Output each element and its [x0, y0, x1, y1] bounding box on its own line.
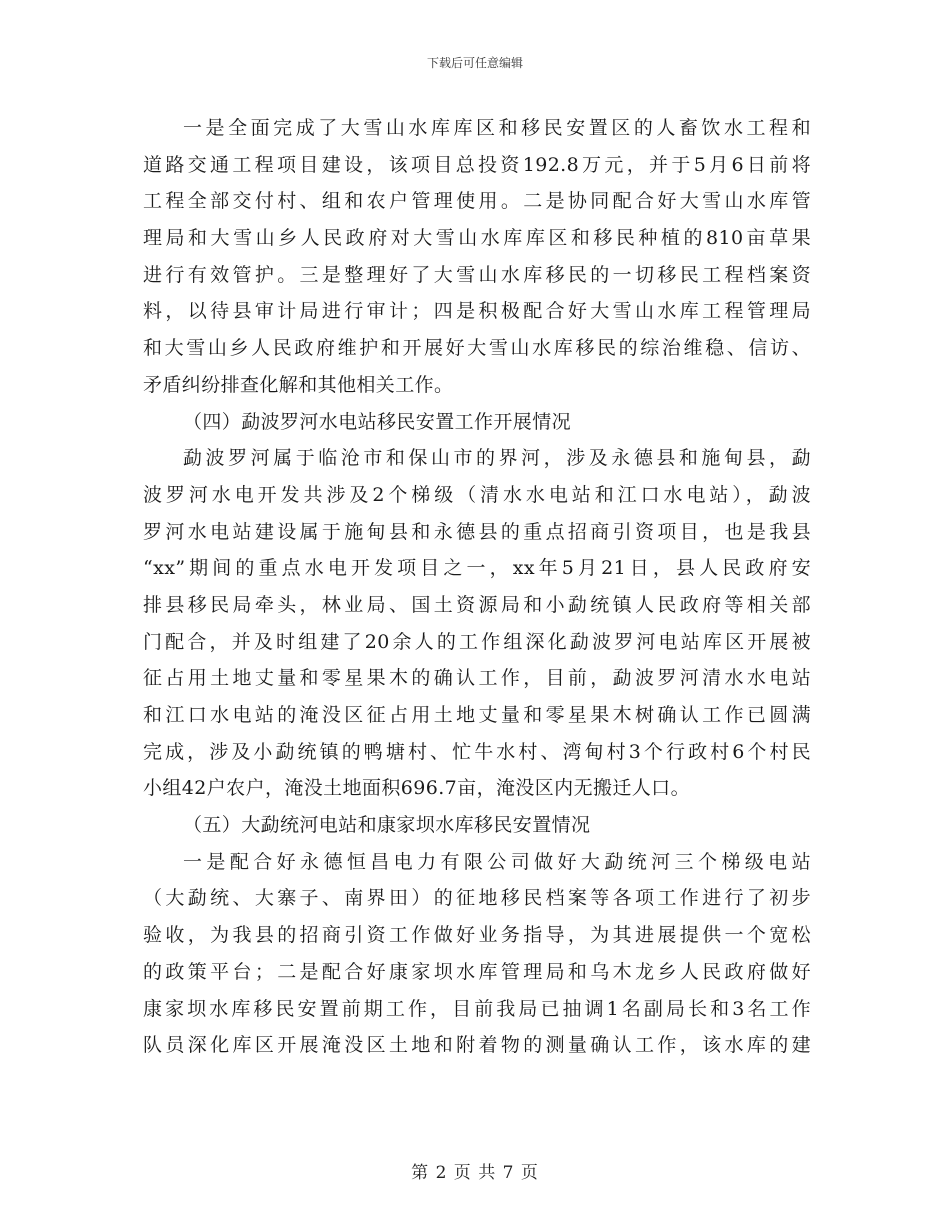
- text-line: 罗河水电站建设属于施甸县和永德县的重点招商引资项目，也是我县: [143, 520, 811, 543]
- text-line: 一是全面完成了大雪山水库库区和移民安置区的人畜饮水工程和: [183, 117, 811, 139]
- text-line: 和大雪山乡人民政府维护和开展好大雪山水库移民的综治维稳、信访、: [143, 337, 811, 360]
- text-line: 矛盾纠纷排查化解和其他相关工作。: [143, 373, 454, 396]
- text-line: 康家坝水库移民安置前期工作，目前我局已抽调1名副局长和3名工作: [143, 997, 811, 1020]
- text-line: 验收，为我县的招商引资工作做好业务指导，为其进展提供一个宽松: [143, 924, 811, 947]
- text-line: “xx”期间的重点水电开发项目之一，xx年5月21日，县人民政府安: [143, 557, 811, 580]
- text-line: 的政策平台；二是配合好康家坝水库管理局和乌木龙乡人民政府做好: [143, 960, 811, 983]
- text-line: 排县移民局牵头，林业局、国土资源局和小勐统镇人民政府等相关部: [143, 593, 811, 616]
- page-footer: 第 2 页 共 7 页: [411, 1163, 539, 1183]
- text-line: 工程全部交付村、组和农户管理使用。二是协同配合好大雪山水库管: [143, 190, 811, 213]
- text-line: 料，以待县审计局进行审计；四是积极配合好大雪山水库工程管理局: [143, 300, 811, 323]
- section-heading: （四）勐波罗河水电站移民安置工作开展情况: [183, 410, 572, 433]
- document-body: [143, 110, 811, 1064]
- text-line: 理局和大雪山乡人民政府对大雪山水库库区和移民种植的810亩草果: [143, 227, 811, 250]
- text-line: 完成，涉及小勐统镇的鸭塘村、忙牛水村、湾甸村3个行政村6个村民: [143, 740, 811, 763]
- section-heading: （五）大勐统河电站和康家坝水库移民安置情况: [183, 814, 591, 837]
- text-line: 进行有效管护。三是整理好了大雪山水库移民的一切移民工程档案资: [143, 263, 811, 286]
- text-line: 波罗河水电开发共涉及2个梯级（清水水电站和江口水电站），勐波: [143, 483, 811, 506]
- text-line: 勐波罗河属于临沧市和保山市的界河，涉及永德县和施甸县，勐: [183, 447, 811, 470]
- text-line: 门配合，并及时组建了20余人的工作组深化勐波罗河电站库区开展被: [143, 630, 811, 653]
- text-line: （大勐统、大寨子、南界田）的征地移民档案等各项工作进行了初步: [143, 887, 811, 910]
- page-header: 下载后可任意编辑: [426, 56, 523, 70]
- text-line: 征占用土地丈量和零星果木的确认工作，目前，勐波罗河清水水电站: [143, 667, 811, 690]
- text-line: 一是配合好永德恒昌电力有限公司做好大勐统河三个梯级电站: [183, 850, 811, 873]
- text-line: 队员深化库区开展淹没区土地和附着物的测量确认工作，该水库的建: [143, 1034, 811, 1057]
- text-line: 和江口水电站的淹没区征占用土地丈量和零星果木树确认工作已圆满: [143, 704, 811, 726]
- text-line: 道路交通工程项目建设，该项目总投资192.8万元，并于5月6日前将: [143, 153, 811, 176]
- text-line: 小组42户农户，淹没土地面积696.7亩，淹没区内无搬迁人口。: [143, 777, 690, 800]
